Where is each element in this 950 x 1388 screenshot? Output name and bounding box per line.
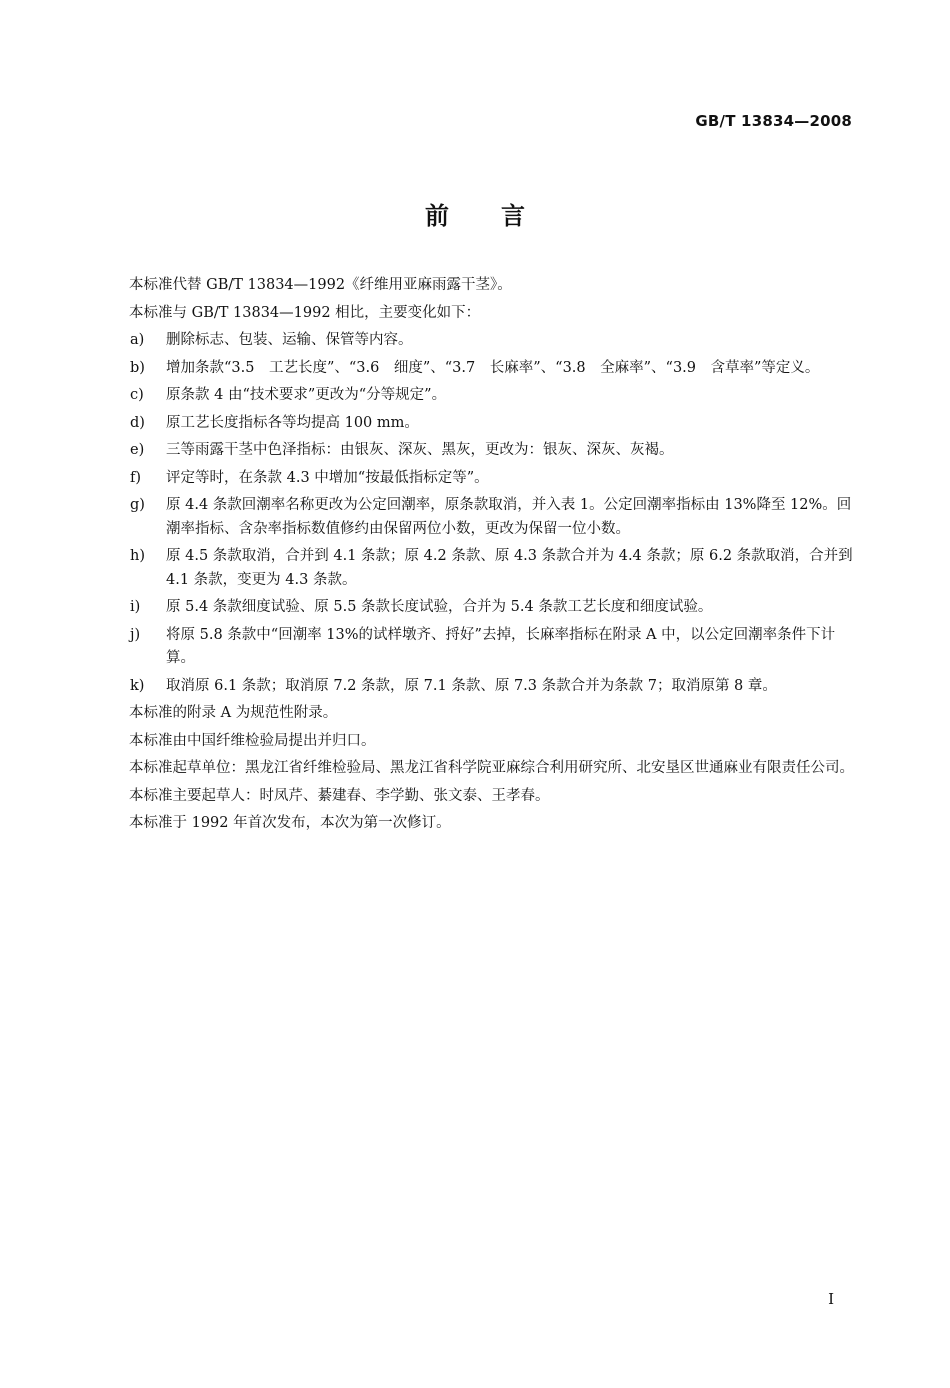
paragraph: 本标准由中国纤维检验局提出并归口。 <box>129 732 376 749</box>
list-item: g) 原 4.4 条款回潮率名称更改为公定回潮率，原条款取消，并入表 1。公定回潮率指标由 13%降至 12%。回潮率指标、含杂率指标数值修约由保留两位小数，更改为保留一位小数。 <box>130 497 852 537</box>
page-title: 前言 <box>425 202 577 230</box>
list-item: j) 将原 5.8 条款中“回潮率 13%的试样墩齐、捋好”去掉，长麻率指标在附录 A 中，以公定回潮率条件下计算。 <box>130 626 836 666</box>
list-item: k) 取消原 6.1 条款；取消原 7.2 条款，原 7.1 条款、原 7.3 条款合并为条款 7；取消原第 8 章。 <box>130 677 777 694</box>
paragraph: 本标准于 1992 年首次发布，本次为第一次修订。 <box>129 815 451 831</box>
page-number: I <box>828 1290 834 1308</box>
standard-code: GB/T 13834—2008 <box>695 112 852 130</box>
foreword-body <box>96 274 856 840</box>
list-item: d) 原工艺长度指标各等均提高 100 mm。 <box>130 414 419 431</box>
list-item: e) 三等雨露干茎中色泽指标：由银灰、深灰、黑灰，更改为：银灰、深灰、灰褐。 <box>130 442 674 458</box>
list-item: f) 评定等时，在条款 4.3 中增加“按最低指标定等”。 <box>130 469 489 486</box>
list-item: i) 原 5.4 条款细度试验、原 5.5 条款长度试验，合并为 5.4 条款工艺长度和细度试验。 <box>130 599 713 615</box>
paragraph: 本标准的附录 A 为规范性附录。 <box>129 705 338 721</box>
paragraph: 本标准起草单位：黑龙江省纤维检验局、黑龙江省科学院亚麻综合利用研究所、北安垦区世通麻业有限责任公司。 <box>129 760 854 776</box>
list-item: c) 原条款 4 由“技术要求”更改为“分等规定”。 <box>130 387 447 403</box>
paragraph: 本标准与 GB/T 13834—1992 相比，主要变化如下： <box>129 304 481 321</box>
list-item: a) 删除标志、包装、运输、保管等内容。 <box>130 332 413 348</box>
paragraph: 本标准代替 GB/T 13834—1992《纤维用亚麻雨露干茎》。 <box>129 277 512 293</box>
list-item: b) 增加条款“3.5 工艺长度”、“3.6 细度”、“3.7 长麻率”、“3.8 全麻率”、“3.9 含草率”等定义。 <box>130 359 820 376</box>
list-item: h) 原 4.5 条款取消，合并到 4.1 条款；原 4.2 条款、原 4.3 条款合并为 4.4 条款；原 6.2 条款取消，合并到 4.1 条款，变更为 4.3 条款。 <box>130 548 853 588</box>
paragraph: 本标准主要起草人：时凤芹、綦建春、李学勤、张文泰、王孝春。 <box>129 787 550 804</box>
